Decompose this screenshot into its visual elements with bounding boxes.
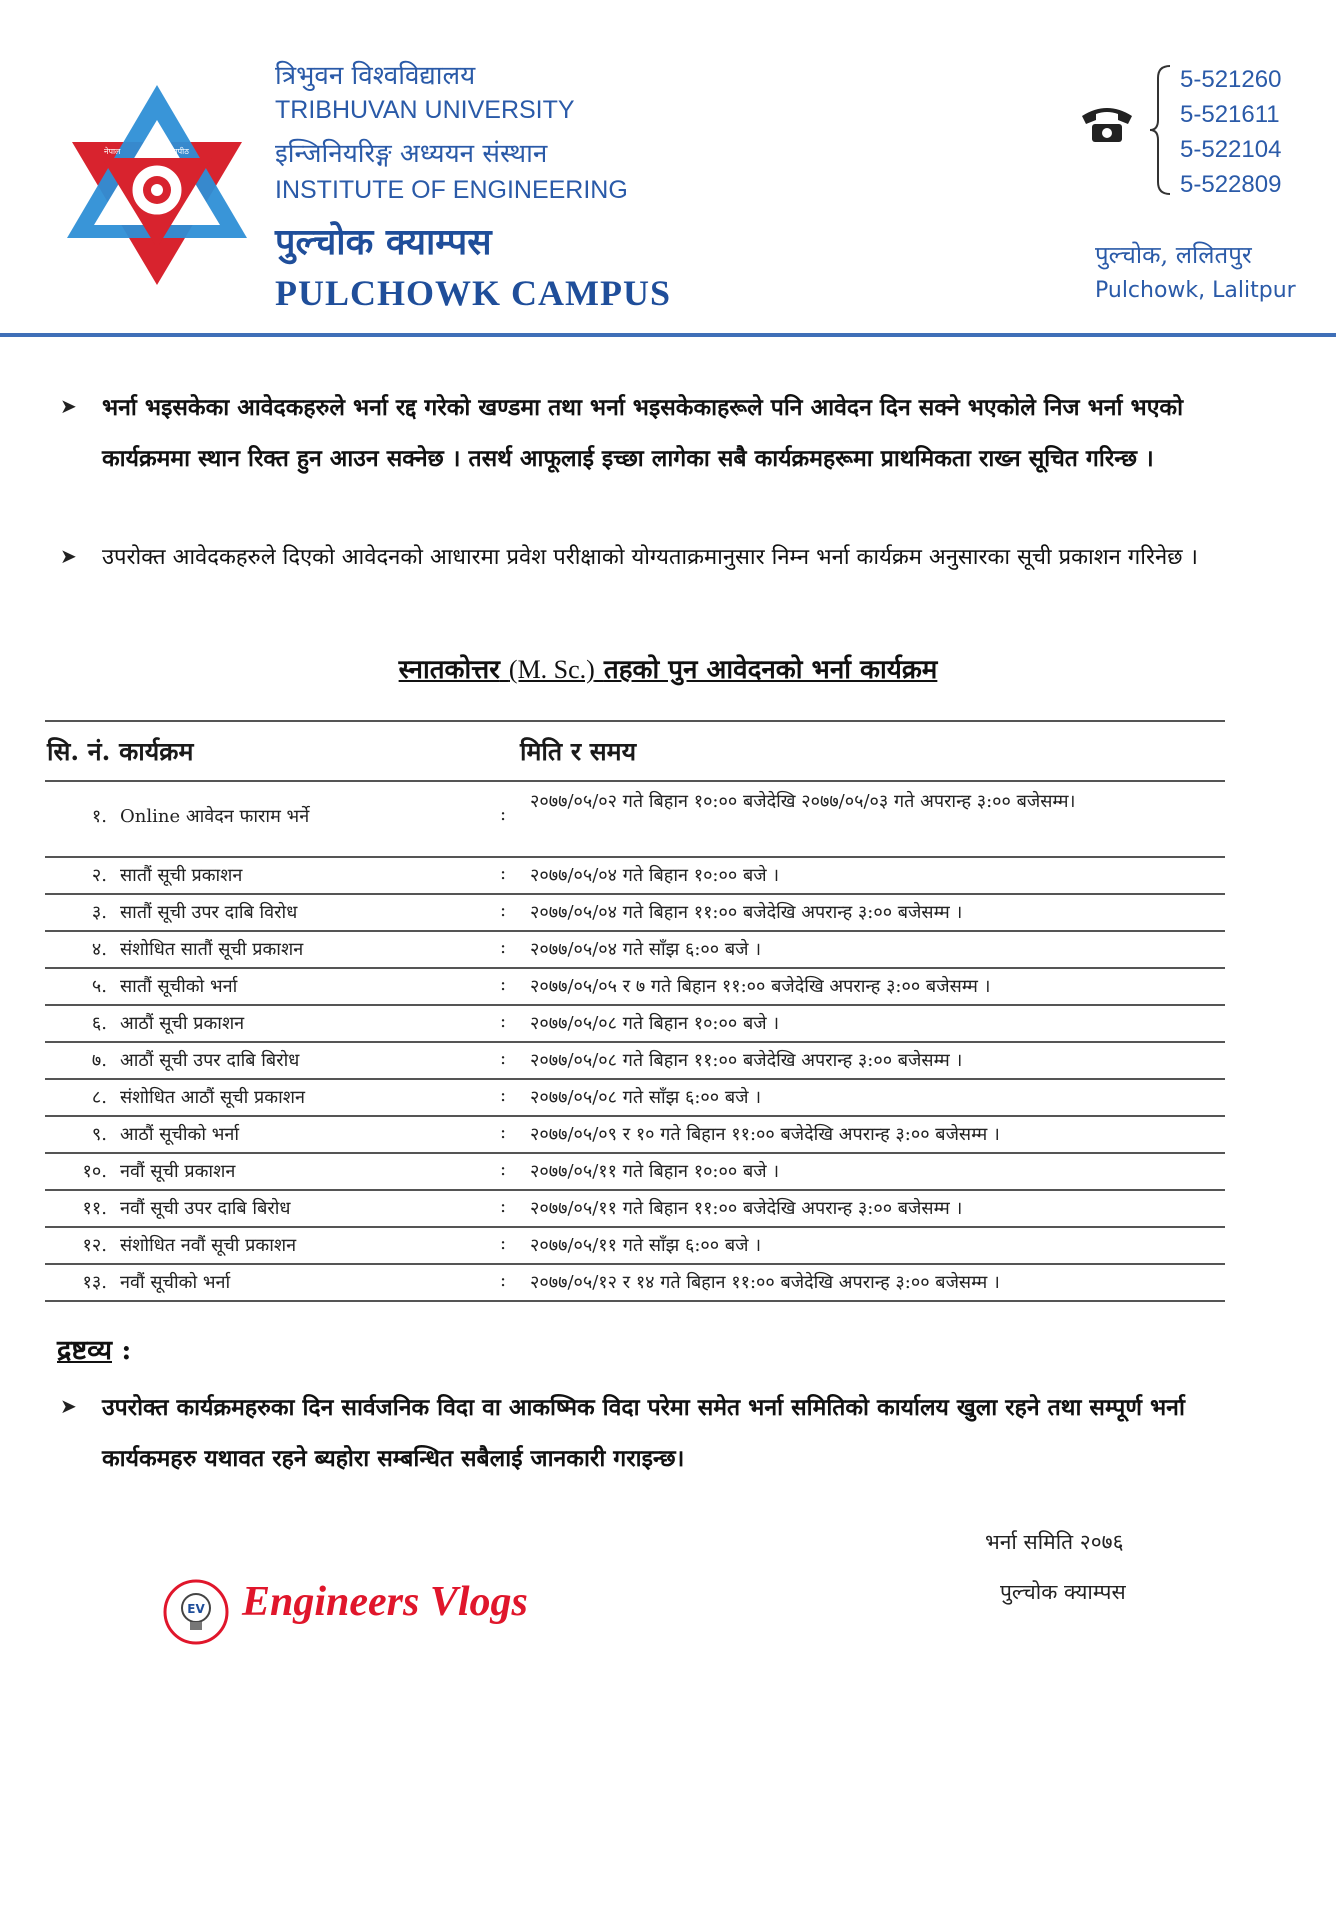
row-colon: : [500, 1159, 507, 1180]
row-colon: : [500, 1011, 507, 1032]
note-heading-text: द्रष्टव्य [57, 1335, 112, 1366]
notice-text: भर्ना भइसकेका आवेदकहरुले भर्ना रद्द गरेको खण्डमा तथा भर्ना भइसकेकाहरूले पनि आवेदन दिन सक्ने भएकोले निज भर्ना भएको कार्यक्रममा स्थान रिक्त हुन आउन सक्नेछ । तसर्थ आफूलाई इच्छा लागेका सबै कार्यक्रमहरूमा प्राथमिकता राख्न सूचित गरिन्छ । [102, 394, 1184, 472]
row-program: आठौं सूची प्रकाशन [120, 1013, 245, 1034]
row-datetime: २०७७/०५/०४ गते बिहान ११:०० बजेदेखि अपरान्ह ३:०० बजेसम्म । [530, 902, 963, 923]
row-colon: : [500, 937, 507, 958]
row-colon: : [500, 1196, 507, 1217]
row-serial: ७. [91, 1050, 107, 1071]
row-colon: : [500, 1048, 507, 1069]
row-program: संशोधित नवौं सूची प्रकाशन [120, 1235, 297, 1256]
row-program: नवौं सूची उपर दाबि बिरोध [120, 1198, 291, 1219]
table-header [45, 720, 1225, 782]
row-datetime: २०७७/०५/११ गते बिहान १०:०० बजे । [530, 1161, 780, 1182]
row-datetime: २०७७/०५/०८ गते साँझ ६:०० बजे । [530, 1087, 762, 1108]
row-program: सातौं सूचीको भर्ना [120, 976, 238, 997]
campus-name-en: PULCHOWK CAMPUS [275, 273, 671, 313]
phone-number: 5-521611 [1180, 101, 1280, 128]
row-colon: : [500, 1085, 507, 1106]
arrow-bullet-icon: ➤ [60, 544, 77, 568]
row-program: नवौं सूची प्रकाशन [120, 1161, 236, 1182]
telephone-icon [1078, 102, 1136, 146]
table-row [45, 1154, 1225, 1191]
row-datetime: २०७७/०५/०२ गते बिहान १०:०० बजेदेखि २०७७/०५/०३ गते अपरान्ह ३:०० बजेसम्म। [530, 791, 1076, 812]
row-colon: : [500, 974, 507, 995]
table-row [45, 969, 1225, 1006]
row-serial: ६. [91, 1013, 107, 1034]
row-program: संशोधित सातौं सूची प्रकाशन [120, 939, 304, 960]
table-row [45, 1006, 1225, 1043]
table-row [45, 1117, 1225, 1154]
row-colon: : [500, 1122, 507, 1143]
header-datetime: मिति र समय [520, 737, 637, 766]
notice-paragraph-1 [60, 382, 1220, 484]
row-serial: १२. [82, 1235, 107, 1256]
row-datetime: २०७७/०५/१२ र १४ गते बिहान ११:०० बजेदेखि अपरान्ह ३:०० बजेसम्म । [530, 1272, 1000, 1293]
heading-part: तहको पुन आवेदनको भर्ना कार्यक्रम [603, 655, 938, 685]
table-row [45, 1228, 1225, 1265]
address-np: पुल्चोक, ललितपुर [1095, 241, 1252, 269]
signature-campus: पुल्चोक क्याम्पस [1000, 1580, 1126, 1604]
university-name-np: त्रिभुवन विश्वविद्यालय [275, 61, 476, 91]
table-row [45, 932, 1225, 969]
note-text: उपरोक्त कार्यक्रमहरुका दिन सार्वजनिक विदा वा आकष्मिक विदा परेमा समेत भर्ना समितिको कार्यालय खुला रहने तथा सम्पूर्ण भर्ना कार्यकमहरु यथावत रहने ब्यहोरा सम्बन्धित सबैलाई जानकारी गराइन्छ। [102, 1394, 1185, 1472]
row-serial: ८. [91, 1087, 107, 1108]
logo-word-left: नेपाल [104, 147, 121, 156]
row-program: आठौं सूचीको भर्ना [120, 1124, 240, 1145]
row-colon: : [500, 1233, 507, 1254]
table-row [45, 858, 1225, 895]
row-serial: २. [91, 865, 107, 886]
table-row [45, 1043, 1225, 1080]
logo-word-right: विद्यापीठ [164, 147, 189, 156]
note-paragraph [60, 1382, 1220, 1484]
phone-number: 5-522809 [1180, 171, 1282, 198]
row-serial: ४. [91, 939, 107, 960]
section-heading [0, 650, 1336, 686]
row-datetime: २०७७/०५/०५ र ७ गते बिहान ११:०० बजेदेखि अपरान्ह ३:०० बजेसम्म । [530, 976, 991, 997]
row-serial: १३. [82, 1272, 107, 1293]
header-program: सि. नं. कार्यक्रम [47, 737, 194, 766]
table-row [45, 1191, 1225, 1228]
university-name-en: TRIBHUVAN UNIVERSITY [275, 96, 575, 124]
row-serial: ९. [91, 1124, 107, 1145]
institute-name-en: INSTITUTE OF ENGINEERING [275, 176, 628, 204]
row-datetime: २०७७/०५/०८ गते बिहान ११:०० बजेदेखि अपरान्ह ३:०० बजेसम्म । [530, 1050, 963, 1071]
heading-part: (M. Sc.) [508, 655, 595, 684]
row-colon: : [500, 1270, 507, 1291]
notice-paragraph-2 [60, 532, 1220, 583]
signature-committee: भर्ना समिति २०७६ [985, 1530, 1124, 1554]
row-colon: : [500, 804, 507, 825]
admission-schedule-table [45, 720, 1225, 1302]
row-serial: १. [91, 806, 107, 827]
engineers-vlogs-logo-icon [162, 1578, 230, 1646]
row-datetime: २०७७/०५/०४ गते बिहान १०:०० बजे । [530, 865, 780, 886]
row-serial: ११. [82, 1198, 107, 1219]
row-program: सातौं सूची उपर दाबि विरोध [120, 902, 298, 923]
row-colon: : [500, 863, 507, 884]
row-program: संशोधित आठौं सूची प्रकाशन [120, 1087, 305, 1108]
row-datetime: २०७७/०५/११ गते बिहान ११:०० बजेदेखि अपरान्ह ३:०० बजेसम्म । [530, 1198, 963, 1219]
address-en: Pulchowk, Lalitpur [1095, 278, 1296, 303]
institute-name-np: इन्जिनियरिङ्ग अध्ययन संस्थान [275, 139, 548, 169]
row-datetime: २०७७/०५/०९ र १० गते बिहान ११:०० बजेदेखि अपरान्ह ३:०० बजेसम्म । [530, 1124, 1000, 1145]
tu-logo [62, 80, 252, 295]
row-serial: १०. [82, 1161, 107, 1182]
phone-number: 5-522104 [1180, 136, 1282, 163]
phone-list [1180, 62, 1281, 202]
row-datetime: २०७७/०५/०८ गते बिहान १०:०० बजे । [530, 1013, 780, 1034]
arrow-bullet-icon: ➤ [60, 394, 77, 418]
brand-logo-text: EV [187, 1602, 205, 1616]
note-heading: द्रष्टव्य : [57, 1335, 132, 1366]
row-serial: ३. [91, 902, 107, 923]
row-program: Online आवेदन फाराम भर्ने [120, 806, 310, 827]
table-row [45, 1265, 1225, 1302]
row-serial: ५. [91, 976, 107, 997]
heading-part: स्नातकोत्तर [398, 655, 500, 685]
table-row [45, 782, 1225, 858]
header-divider [0, 333, 1336, 337]
phone-brace-icon [1150, 64, 1172, 196]
row-colon: : [500, 900, 507, 921]
campus-name-np: पुल्चोक क्याम्पस [275, 221, 492, 263]
table-row [45, 1080, 1225, 1117]
row-program: नवौं सूचीको भर्ना [120, 1272, 231, 1293]
arrow-bullet-icon: ➤ [60, 1394, 77, 1418]
table-row [45, 895, 1225, 932]
row-program: सातौं सूची प्रकाशन [120, 865, 243, 886]
row-datetime: २०७७/०५/०४ गते साँझ ६:०० बजे । [530, 939, 762, 960]
notice-text: उपरोक्त आवेदकहरुले दिएको आवेदनको आधारमा प्रवेश परीक्षाको योग्यताक्रमानुसार निम्न भर्ना कार्यक्रम अनुसारका सूची प्रकाशन गरिनेछ । [102, 545, 1198, 570]
brand-name: Engineers Vlogs [242, 1579, 528, 1625]
row-datetime: २०७७/०५/११ गते साँझ ६:०० बजे । [530, 1235, 762, 1256]
phone-number: 5-521260 [1180, 66, 1282, 93]
row-program: आठौं सूची उपर दाबि बिरोध [120, 1050, 300, 1071]
